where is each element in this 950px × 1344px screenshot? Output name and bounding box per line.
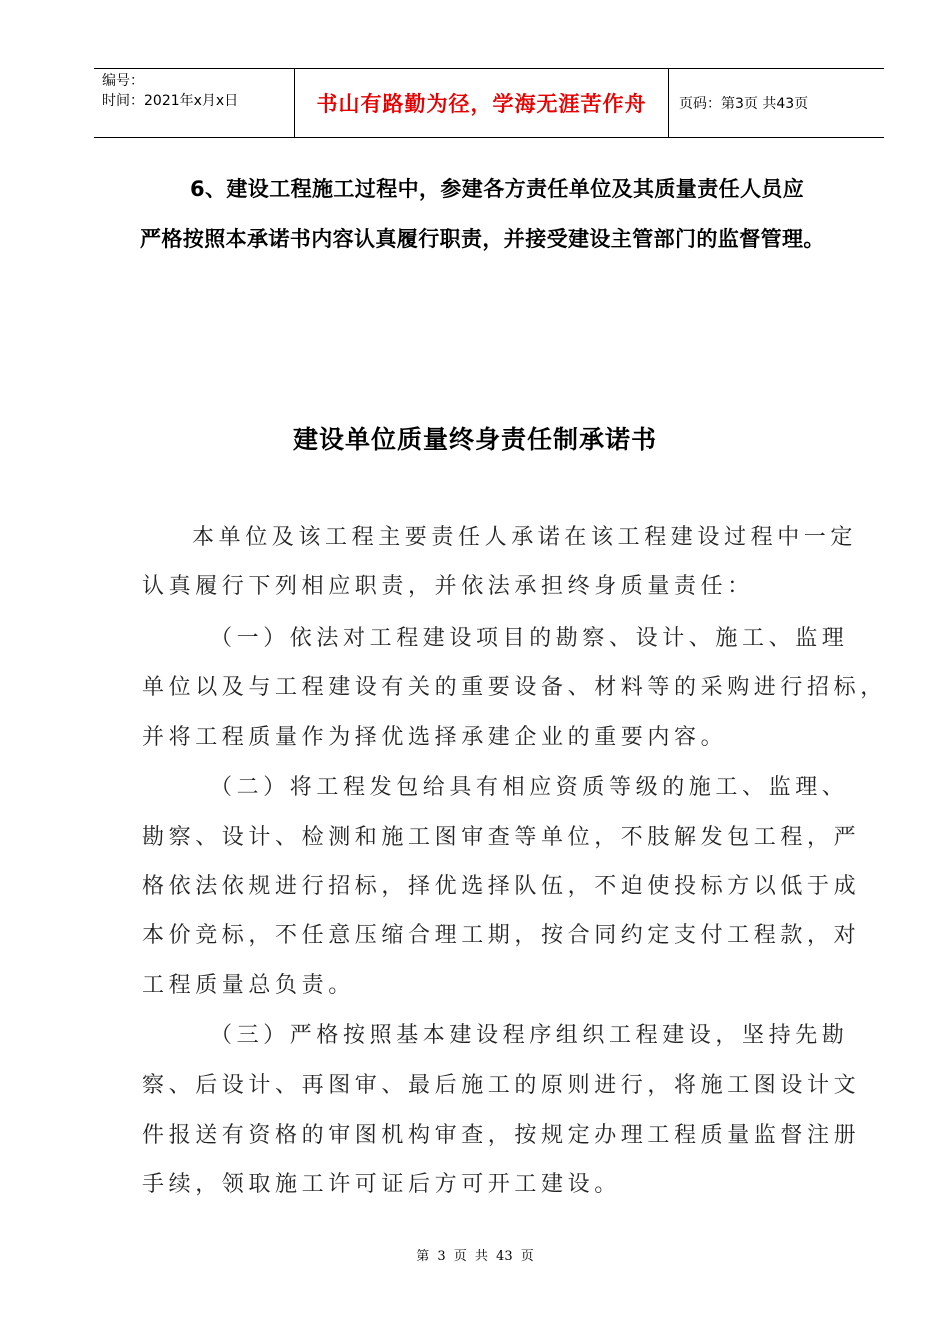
body-line: 手续，领取施工许可证后方可开工建设。 <box>142 1172 621 1197</box>
body-line: 工程质量总负责。 <box>142 973 355 998</box>
page-footer: 第 3 页 共 43 页 <box>416 1249 534 1264</box>
intro-line-2: 严格按照本承诺书内容认真履行职责，并接受建设主管部门的监督管理。 <box>140 227 825 251</box>
body-line: 本价竞标，不任意压缩合理工期，按合同约定支付工程款，对 <box>142 923 861 948</box>
header-meta <box>94 69 295 137</box>
body-line: 单位以及与工程建设有关的重要设备、材料等的采购进行招标， <box>142 675 887 700</box>
body-line: 并将工程质量作为择优选择承建企业的重要内容。 <box>142 725 728 750</box>
number-label: 编号： <box>102 73 144 89</box>
header-page-info: 页码：第3页 共43页 <box>679 96 809 112</box>
body-line: （三）严格按照基本建设程序组织工程建设，坚持先勘 <box>210 1023 849 1048</box>
page-header <box>94 68 884 138</box>
body-line: 认真履行下列相应职责，并依法承担终身质量责任： <box>142 574 754 599</box>
header-motto: 书山有路勤为径，学海无涯苦作舟 <box>295 69 669 137</box>
body-line: 格依法依规进行招标，择优选择队伍，不迫使投标方以低于成 <box>142 874 861 899</box>
intro-line-1: 6、建设工程施工过程中，参建各方责任单位及其质量责任人员应 <box>190 177 805 201</box>
time-label: 时间：2021年x月x日 <box>102 93 239 109</box>
body-line: （二）将工程发包给具有相应资质等级的施工、监理、 <box>210 775 849 800</box>
body-line: 勘察、设计、检测和施工图审查等单位，不肢解发包工程，严 <box>142 825 861 850</box>
body-line: 本单位及该工程主要责任人承诺在该工程建设过程中一定 <box>192 525 858 550</box>
body-line: （一）依法对工程建设项目的勘察、设计、施工、监理 <box>210 626 849 651</box>
body-line: 件报送有资格的审图机构审查，按规定办理工程质量监督注册 <box>142 1123 861 1148</box>
body-line: 察、后设计、再图审、最后施工的原则进行，将施工图设计文 <box>142 1073 861 1098</box>
document-title: 建设单位质量终身责任制承诺书 <box>292 425 657 454</box>
